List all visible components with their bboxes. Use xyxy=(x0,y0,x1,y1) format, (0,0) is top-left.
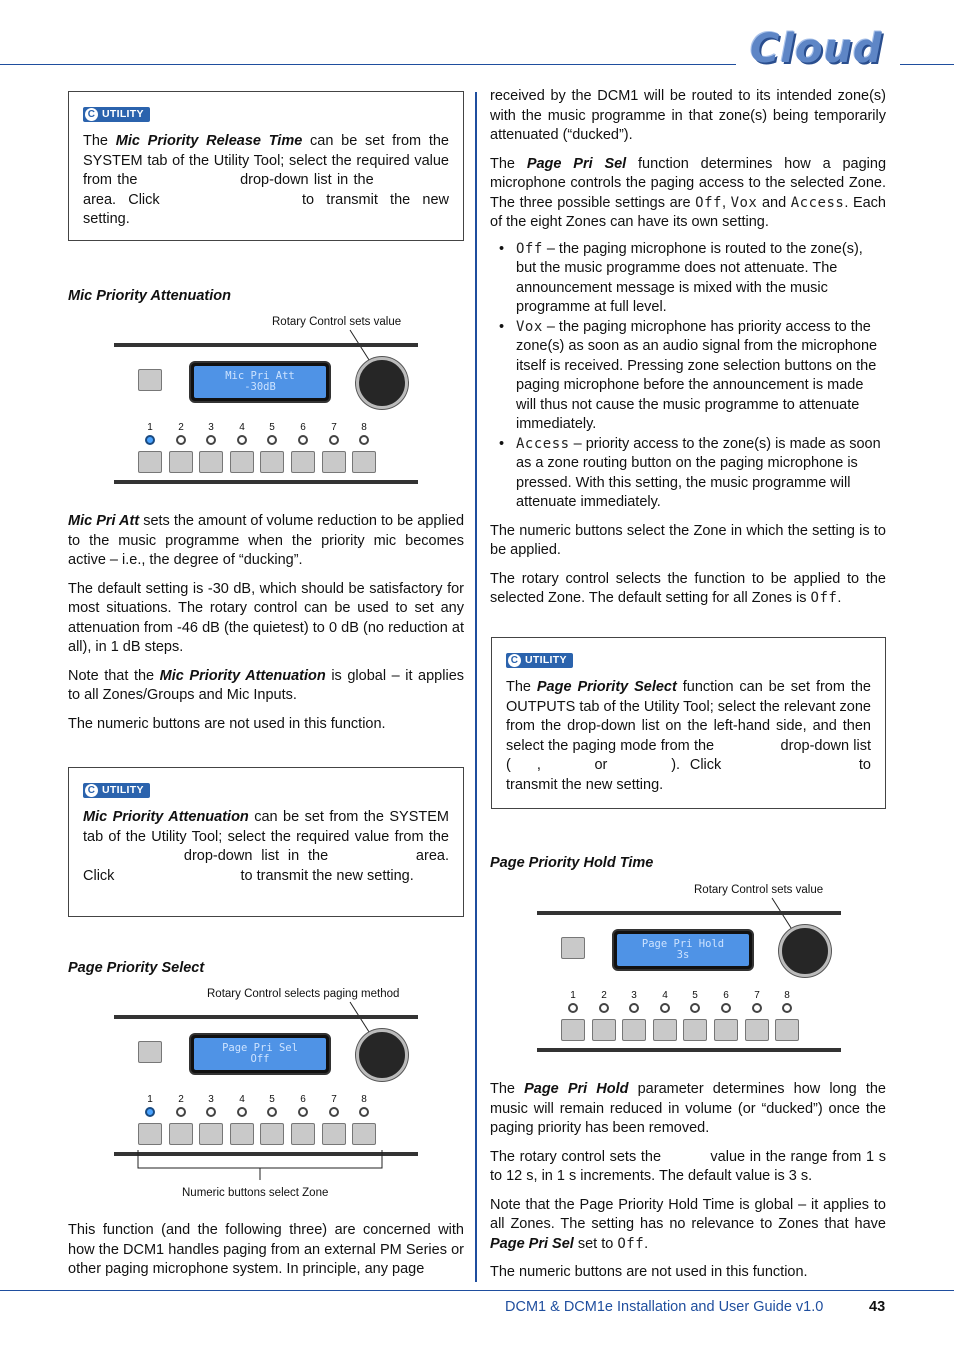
rotary-control-knob[interactable] xyxy=(779,925,831,977)
zone-number: 6 xyxy=(300,422,306,433)
text-span: can be set from the SYSTEM tab of the Utility Tool; select the required value from the xyxy=(83,809,449,845)
bullet-dot-icon: • xyxy=(499,435,505,452)
zone-button-3[interactable] xyxy=(622,1019,646,1041)
zone-led xyxy=(568,1003,578,1013)
text-span: drop-down list ( xyxy=(506,737,871,773)
zone-button-6[interactable] xyxy=(714,1019,738,1041)
zone-button-8[interactable] xyxy=(352,1123,376,1145)
column-divider xyxy=(475,92,477,1282)
panel-function-button[interactable] xyxy=(138,369,162,391)
paragraph: Note that the Page Priority Hold Time is global – it applies to all Zones. The setting has no relevance to Zones that have Page Pri Sel set to Off. xyxy=(490,1196,886,1252)
paragraph xyxy=(490,1080,886,1139)
zone-number: 4 xyxy=(239,422,245,433)
zone-led xyxy=(145,1107,155,1117)
panel-top-bar xyxy=(114,1015,418,1019)
zone-led xyxy=(752,1003,762,1013)
text-span: drop-down list in the xyxy=(234,172,379,188)
text-span: to transmit the new setting. xyxy=(83,191,449,227)
zone-button-1[interactable] xyxy=(138,451,162,473)
paragraph: The default setting is -30 dB, which should be satisfactory for most situations. The rotary control can be used to set any attenuation from -46 dB (the quietest) to 0 dB (no reduction at all), in 1 dB steps. xyxy=(68,580,464,655)
zone-number: 6 xyxy=(723,990,729,1001)
lcd-line-1: Mic Pri Att xyxy=(225,370,295,382)
zone-number: 7 xyxy=(754,990,760,1001)
panel1-caption: Rotary Control sets value xyxy=(272,316,402,328)
panel-bottom-bar xyxy=(537,1048,841,1052)
panel2-caption: Rotary Control selects paging method xyxy=(207,988,400,1000)
zone-number: 5 xyxy=(269,1094,275,1105)
panel-mic-pri-att xyxy=(114,343,418,485)
text-span: is global – it applies to all Zones/Groups and Mic Inputs. xyxy=(68,667,465,703)
text-span: Note that the Page Priority Hold Time is global – it applies to all Zones. The setting has no relevance to Zones that have xyxy=(490,1196,886,1232)
panel-function-button[interactable] xyxy=(138,1041,162,1063)
zone-led xyxy=(237,435,247,445)
bullet-dot-icon: • xyxy=(499,240,505,257)
zone-led xyxy=(690,1003,700,1013)
panel-bottom-bar xyxy=(114,480,418,484)
zone-button-4[interactable] xyxy=(230,1123,254,1145)
bullet-off xyxy=(490,240,886,318)
zone-button-4[interactable] xyxy=(230,451,254,473)
cloud-c-icon: C xyxy=(85,784,98,797)
zone-led xyxy=(267,1107,277,1117)
lcd-display xyxy=(612,929,754,971)
cloud-c-icon: C xyxy=(508,654,521,667)
zone-button-5[interactable] xyxy=(260,1123,284,1145)
zone-number: 3 xyxy=(208,422,214,433)
text-span: or xyxy=(584,757,618,773)
lcd-screen xyxy=(617,934,749,966)
zone-button-1[interactable] xyxy=(561,1019,585,1041)
text-span: can be set from the SYSTEM tab of the Utility Tool; select the required value from the xyxy=(83,133,449,188)
zone-led xyxy=(629,1003,639,1013)
lcd-line-1: Page Pri Sel xyxy=(222,1042,298,1054)
text-bold: Page Priority Select xyxy=(536,679,677,695)
paragraph: The numeric buttons are not used in this function. xyxy=(490,1264,808,1280)
text-span: to transmit the new setting. xyxy=(236,867,414,884)
right-body-1 xyxy=(490,87,886,618)
zone-number: 7 xyxy=(331,422,337,433)
zone-button-4[interactable] xyxy=(653,1019,677,1041)
zone-number: 5 xyxy=(692,990,698,1001)
utility-box-release-time xyxy=(68,91,464,241)
panel3-caption: Rotary Control sets value xyxy=(694,884,824,896)
text-span: to transmit the new setting. xyxy=(506,757,871,793)
right-body-2 xyxy=(490,1080,886,1292)
text-span: The xyxy=(506,679,537,695)
zone-number: 2 xyxy=(601,990,607,1001)
text-span: The rotary control selects the function to be applied to the selected Zone. The default setting for all Zones is xyxy=(490,570,886,606)
zone-button-8[interactable] xyxy=(775,1019,799,1041)
zone-button-5[interactable] xyxy=(683,1019,707,1041)
zone-number: 8 xyxy=(784,990,790,1001)
text-span: and xyxy=(757,194,791,211)
bullet-access xyxy=(490,435,886,513)
zone-button-6[interactable] xyxy=(291,451,315,473)
lcd-line-2: -30dB xyxy=(244,381,276,393)
bullet-vox xyxy=(490,318,886,435)
paragraph xyxy=(68,667,464,706)
lcd-line-2: Off xyxy=(250,1053,270,1065)
zone-button-1[interactable] xyxy=(138,1123,162,1145)
text-bold: Mic Priority Release Time xyxy=(115,133,303,149)
text-span: sets the amount of volume reduction to be applied to the music programme when the priority mic becomes active – i.e., the degree of “ducking”. xyxy=(68,513,465,568)
text-span: drop-down list in the xyxy=(175,848,338,864)
zone-number: 3 xyxy=(208,1094,214,1105)
lcd-line-1: Page Pri Hold xyxy=(641,938,725,950)
zone-button-3[interactable] xyxy=(199,451,223,473)
text-span: area. Click xyxy=(83,191,172,208)
zone-number: 1 xyxy=(570,990,576,1001)
paragraph: The Page Pri Sel function determines how a paging microphone controls the paging access to the selected Zone. The three possible settings are Off, Vox and Access. Each of the eight Zones can have its own setting. xyxy=(490,155,887,230)
left-body-2 xyxy=(68,1221,464,1289)
zone-bracket xyxy=(136,1150,386,1182)
zone-led xyxy=(267,435,277,445)
bullet-text: – the paging microphone is routed to the zone(s), but the music programme does not attenuate. The announcement message is mixed with the music programme at full level. xyxy=(516,240,863,315)
zone-button-7[interactable] xyxy=(322,1123,346,1145)
zone-led xyxy=(329,1107,339,1117)
option-off: Off xyxy=(810,590,838,606)
bullet-dot-icon: • xyxy=(499,318,505,335)
utility-badge xyxy=(83,107,150,122)
option-off: Off xyxy=(617,1235,645,1252)
zone-button-5[interactable] xyxy=(260,451,284,473)
paragraph: This function (and the following three) are concerned with how the DCM1 handles paging from an external PM Series or other paging microphone system. In principle, any page xyxy=(68,1222,464,1277)
zone-number: 2 xyxy=(178,422,184,433)
zone-number: 7 xyxy=(331,1094,337,1105)
zone-led xyxy=(298,435,308,445)
utility-badge-label: UTILITY xyxy=(102,783,144,796)
zone-button-6[interactable] xyxy=(291,1123,315,1145)
text-bold: Mic Priority Attenuation xyxy=(159,667,326,684)
text-span: The rotary control sets the xyxy=(490,1148,666,1165)
page-number: 43 xyxy=(869,1299,886,1315)
panel2-bottom-caption: Numeric buttons select Zone xyxy=(182,1187,329,1199)
zone-led xyxy=(176,1107,186,1117)
zone-number: 1 xyxy=(147,422,153,433)
zone-led xyxy=(237,1107,247,1117)
option-vox: Vox xyxy=(730,194,758,211)
text-bold: Page Pri Hold xyxy=(524,1081,629,1097)
text-span: , xyxy=(536,757,551,773)
zone-led xyxy=(329,435,339,445)
zone-led xyxy=(359,1107,369,1117)
paragraph: received by the DCM1 will be routed to its intended zone(s) with the music programme in that zone(s) being temporarily attenuated (“ducked”). xyxy=(490,88,886,143)
lcd-screen xyxy=(194,366,326,398)
zone-led xyxy=(660,1003,670,1013)
utility-badge-label: UTILITY xyxy=(102,107,144,120)
panel-page-pri-hold xyxy=(537,911,841,1053)
utility-badge-label: UTILITY xyxy=(525,653,567,666)
header-rule-right xyxy=(900,64,954,65)
panel-function-button[interactable] xyxy=(561,937,585,959)
bullet-text: – the paging microphone has priority access to the zone(s) as soon as an audio signal from the microphone itself is received. Pressing zone selection buttons on the paging microphone before the announcement is made will thus not cause the music programme to attenuate immediately. xyxy=(516,318,878,432)
text-span: The xyxy=(490,155,527,172)
lcd-line-2: 3s xyxy=(676,949,690,961)
zone-number: 4 xyxy=(662,990,668,1001)
zone-number: 2 xyxy=(178,1094,184,1105)
text-span: function can be set from the OUTPUTS tab of the Utility Tool; select the relevant zone from the drop-down list on the left-hand side, and then select the paging mode from the xyxy=(506,679,871,754)
utility-box-mic-attenuation xyxy=(68,767,464,917)
utility-badge xyxy=(83,783,150,798)
zone-number: 4 xyxy=(239,1094,245,1105)
zone-button-2[interactable] xyxy=(169,451,193,473)
zone-led xyxy=(176,435,186,445)
text-bold: Page Pri Sel xyxy=(526,155,627,172)
panel-top-bar xyxy=(537,911,841,915)
zone-number: 1 xyxy=(147,1094,153,1105)
paragraph xyxy=(68,512,464,571)
left-body-1 xyxy=(68,512,464,743)
text-span: area. Click xyxy=(83,848,449,884)
zone-number: 8 xyxy=(361,422,367,433)
rotary-control-knob[interactable] xyxy=(356,357,408,409)
paragraph: The rotary control selects the function to be applied to the selected Zone. The default setting for all Zones is Off. xyxy=(490,570,886,606)
text-span: The xyxy=(83,133,116,149)
text-span: The xyxy=(490,1081,525,1097)
lcd-display xyxy=(189,1033,331,1075)
panel-page-pri-sel xyxy=(114,1015,418,1157)
text-span: ). Click xyxy=(671,757,732,773)
bullet-term: Vox xyxy=(516,318,543,335)
paragraph xyxy=(490,1148,886,1187)
bullet-term: Off xyxy=(516,240,543,257)
bullet-term: Access xyxy=(516,435,570,452)
utility-badge xyxy=(506,653,573,668)
text-span: Note that the xyxy=(68,667,160,684)
zone-led xyxy=(782,1003,792,1013)
zone-led xyxy=(206,1107,216,1117)
zone-led xyxy=(206,435,216,445)
zone-led xyxy=(359,435,369,445)
zone-button-2[interactable] xyxy=(169,1123,193,1145)
cloud-logo: Cloud xyxy=(750,26,883,72)
zone-led xyxy=(599,1003,609,1013)
option-off: Off xyxy=(695,194,722,211)
text-span: set to xyxy=(573,1235,618,1252)
header-rule-left xyxy=(0,64,736,65)
text-bold: Mic Priority Attenuation xyxy=(83,809,249,825)
text-span: parameter determines how long the music will remain reduced in volume (or “ducked”) once the paging priority has been removed. xyxy=(490,1081,886,1136)
zone-button-2[interactable] xyxy=(592,1019,616,1041)
zone-button-8[interactable] xyxy=(352,451,376,473)
text-bold: Mic Pri Att xyxy=(68,513,140,529)
heading-page-priority-select: Page Priority Select xyxy=(68,960,205,976)
utility-box-text xyxy=(506,678,871,795)
zone-button-3[interactable] xyxy=(199,1123,223,1145)
utility-box-page-priority-select xyxy=(491,637,886,809)
zone-number: 5 xyxy=(269,422,275,433)
settings-bullet-list xyxy=(490,240,886,513)
text-span: value in the range from 1 s to 12 s, in 1 s increments. The default value is 3 s. xyxy=(490,1148,886,1184)
zone-led xyxy=(721,1003,731,1013)
zone-button-7[interactable] xyxy=(745,1019,769,1041)
option-access: Access xyxy=(790,194,845,211)
utility-box-text xyxy=(83,808,449,886)
footer-rule xyxy=(0,1290,954,1291)
utility-box-text xyxy=(83,132,449,230)
paragraph: The numeric buttons select the Zone in which the setting is to be applied. xyxy=(490,522,886,558)
lcd-screen xyxy=(194,1038,326,1070)
zone-button-7[interactable] xyxy=(322,451,346,473)
cloud-c-icon: C xyxy=(85,108,98,121)
rotary-control-knob[interactable] xyxy=(356,1029,408,1081)
text-bold: Page Pri Sel xyxy=(490,1235,574,1252)
footer-title: DCM1 & DCM1e Installation and User Guide v1.0 xyxy=(505,1299,824,1315)
zone-led xyxy=(298,1107,308,1117)
zone-number: 8 xyxy=(361,1094,367,1105)
bullet-text: – priority access to the zone(s) is made as soon as a zone routing button on the paging microphone is pressed. With this setting, the music programme will attenuate immediately. xyxy=(516,435,881,510)
zone-led xyxy=(145,435,155,445)
heading-mic-priority-attenuation: Mic Priority Attenuation xyxy=(68,288,231,304)
zone-number: 6 xyxy=(300,1094,306,1105)
text-span: function determines how a paging microphone controls the paging access to the selected Zone. The three possible settings are xyxy=(490,155,887,211)
paragraph: The numeric buttons are not used in this function. xyxy=(68,715,386,732)
zone-number: 3 xyxy=(631,990,637,1001)
text-span: . Each of the eight Zones can have its own setting. xyxy=(490,194,887,230)
panel-top-bar xyxy=(114,343,418,347)
lcd-display xyxy=(189,361,331,403)
heading-page-priority-hold-time: Page Priority Hold Time xyxy=(490,855,654,871)
